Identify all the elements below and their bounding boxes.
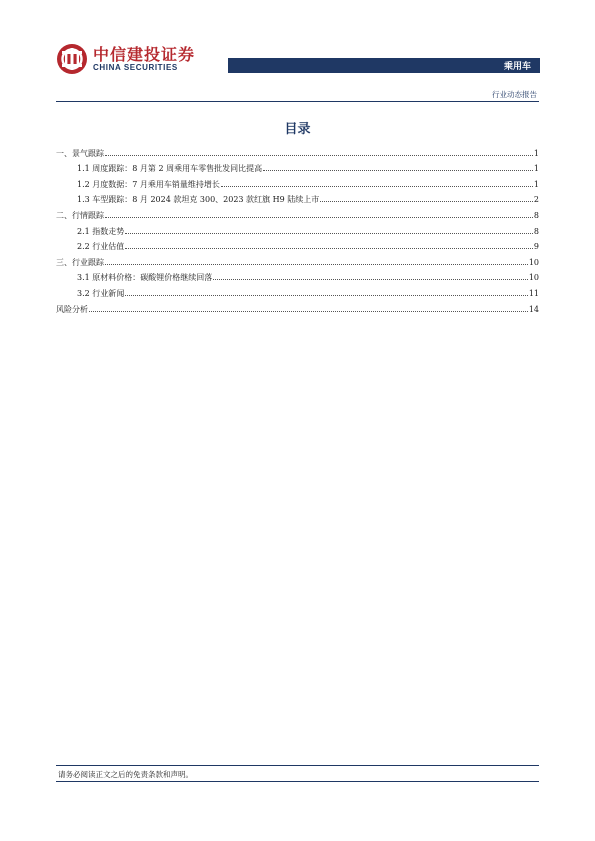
toc-entry-label: 1.3 车型跟踪：8 月 2024 款坦克 300、2023 款红旗 H9 陆续上市 (77, 195, 320, 205)
logo-chinese-name: 中信建投证券 (93, 44, 196, 64)
toc-leader (89, 311, 528, 312)
toc-entry-2-2[interactable] (56, 237, 539, 253)
toc-leader (125, 248, 533, 249)
toc-entry-label: 3.1 原材料价格：碳酸锂价格继续回落 (77, 273, 213, 283)
toc-entry-label: 二、行情跟踪 (56, 210, 104, 220)
toc-entry-2-1[interactable] (56, 221, 539, 237)
toc-entry-page: 9 (533, 242, 539, 252)
toc-entry-page: 1 (533, 179, 539, 189)
toc-entry-label: 风险分析 (56, 304, 88, 314)
toc-entry-page: 2 (533, 195, 539, 205)
section-tag-bar (228, 58, 540, 73)
toc-entry-label: 三、行业跟踪 (56, 257, 104, 267)
toc-entry-section-2[interactable] (56, 205, 539, 221)
toc-leader (125, 233, 533, 234)
section-tag: 乘用车 (503, 62, 531, 72)
footer-disclaimer: 请务必阅读正文之后的免责条款和声明。 (58, 770, 193, 779)
toc-entry-page: 14 (528, 304, 539, 314)
toc-entry-3-2[interactable] (56, 283, 539, 299)
toc-entry-label: 3.2 行业新闻 (77, 288, 125, 298)
report-type: 行业动态报告 (492, 90, 537, 99)
toc-leader (125, 295, 528, 296)
toc-entry-risk-analysis[interactable] (56, 299, 539, 315)
toc-entry-page: 1 (533, 148, 539, 158)
toc-entry-1-1[interactable] (56, 159, 539, 175)
toc-leader (221, 186, 533, 187)
logo-english-name: CHINA SECURITIES (93, 62, 178, 72)
company-logo (56, 43, 195, 75)
toc-title: 目录 (284, 122, 311, 137)
toc-entry-section-1[interactable] (56, 143, 539, 159)
toc-entry-label: 2.2 行业估值 (77, 242, 125, 252)
toc-leader (213, 279, 528, 280)
toc-entry-1-2[interactable] (56, 174, 539, 190)
footer-divider-top (56, 765, 539, 766)
toc-entry-label: 一、景气跟踪 (56, 148, 104, 158)
table-of-contents (56, 143, 539, 315)
toc-leader (320, 201, 533, 202)
header-divider (56, 101, 539, 102)
toc-entry-label: 1.2 月度数据：7 月乘用车销量维持增长 (77, 179, 220, 189)
toc-entry-page: 1 (533, 164, 539, 174)
toc-entry-label: 1.1 周度跟踪：8 月第 2 周乘用车零售批发同比提高 (77, 164, 263, 174)
toc-leader (105, 217, 533, 218)
toc-leader (263, 170, 533, 171)
toc-entry-page: 8 (533, 210, 539, 220)
footer-divider-bottom (56, 781, 539, 782)
toc-entry-page: 11 (528, 288, 539, 298)
toc-entry-page: 8 (533, 226, 539, 236)
toc-entry-section-3[interactable] (56, 252, 539, 268)
toc-entry-1-3[interactable] (56, 190, 539, 206)
toc-entry-page: 10 (528, 273, 539, 283)
toc-leader (105, 155, 533, 156)
toc-entry-label: 2.1 指数走势 (77, 226, 125, 236)
toc-entry-3-1[interactable] (56, 268, 539, 284)
citic-logo-icon (56, 43, 88, 75)
toc-entry-page: 10 (528, 257, 539, 267)
toc-leader (105, 264, 528, 265)
